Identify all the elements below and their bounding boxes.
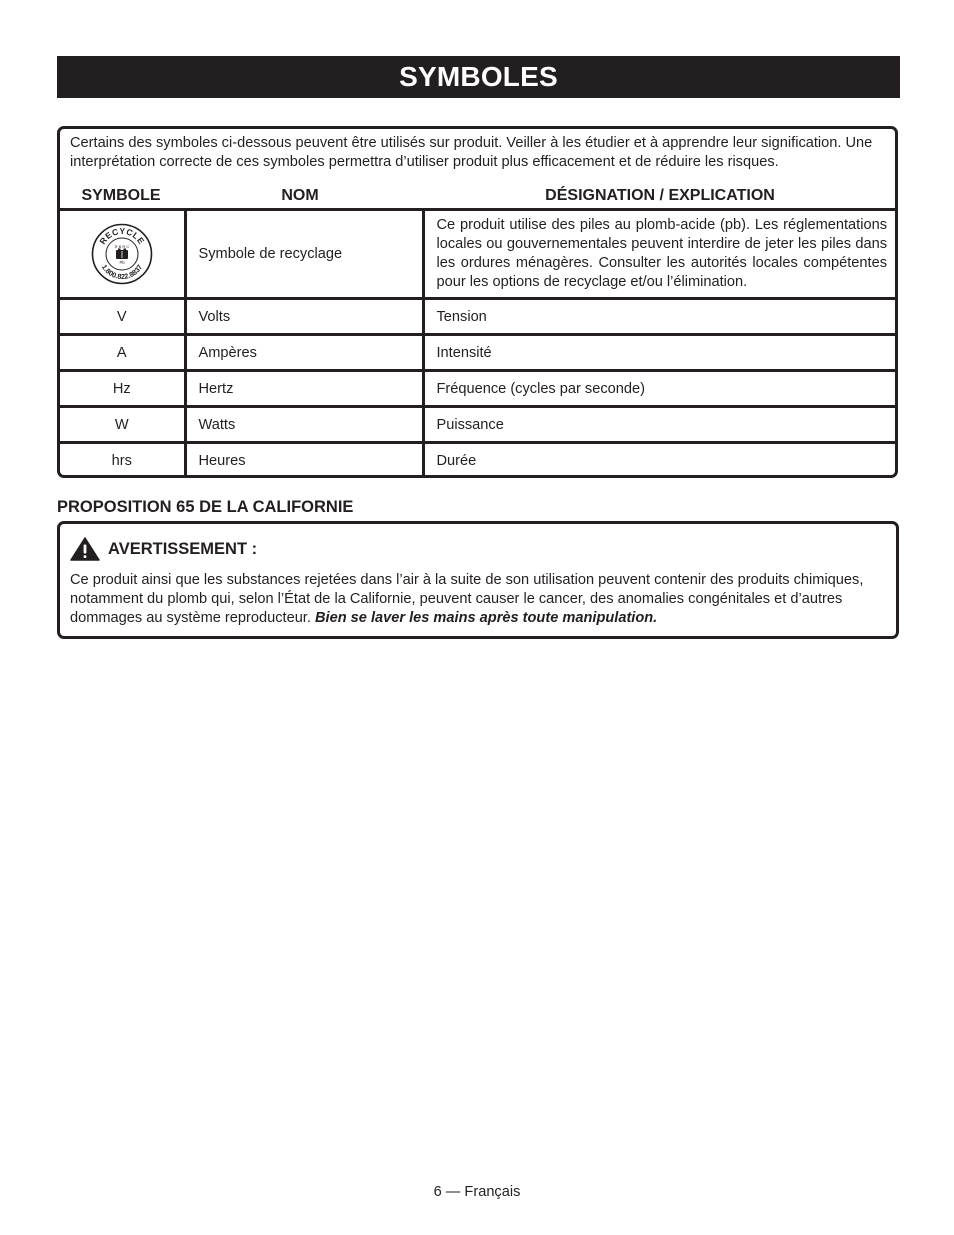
table-row (60, 371, 898, 407)
recycle-seal-icon (91, 223, 153, 285)
seal-bottom-text: 1.800.822.8837 (99, 262, 144, 282)
table-row (60, 299, 898, 335)
page-title: SYMBOLES (57, 56, 900, 98)
cell-description: Tension (423, 299, 898, 335)
table-column-headers (60, 186, 895, 206)
cell-symbole: W (60, 407, 185, 443)
cell-nom: Volts (185, 299, 423, 335)
header-nom: NOM (281, 187, 319, 204)
seal-top-text: RECYCLE (97, 225, 147, 247)
header-designation: DÉSIGNATION / EXPLICATION (545, 187, 775, 204)
cell-nom: Symbole de recyclage (185, 210, 423, 299)
warning-title: AVERTISSEMENT : (108, 539, 258, 558)
warning-body: Ce produit ainsi que les substances rejetées dans l’air à la suite de son utilisation peuvent contenir des produits chimiques, notamment du plomb qui, selon l’État de la Californie, peuvent causer le cancer, des anomalies congénitales et d’autres dommages au système reproducteur. (70, 572, 864, 626)
page-footer: 6 — Français (433, 1184, 521, 1200)
warning-triangle-icon (70, 537, 100, 561)
table-row (60, 210, 898, 299)
header-symbole: SYMBOLE (81, 187, 161, 204)
cell-description: Puissance (423, 407, 898, 443)
cell-symbole: Hz (60, 371, 185, 407)
proposition-65-heading: PROPOSITION 65 DE LA CALIFORNIE (57, 498, 354, 516)
cell-description (423, 210, 898, 299)
seal-chem-text: Pb (119, 260, 125, 265)
cell-description: Durée (423, 443, 898, 479)
warning-text (70, 571, 892, 628)
cell-description: Intensité (423, 335, 898, 371)
cell-description: Fréquence (cycles par seconde) (423, 371, 898, 407)
symbols-table (60, 208, 898, 478)
cell-symbole: A (60, 335, 185, 371)
cell-nom: Hertz (185, 371, 423, 407)
warning-header (70, 537, 257, 561)
symbols-panel (57, 126, 898, 478)
cell-nom: Heures (185, 443, 423, 479)
recycle-description: Ce produit utilise des piles au plomb-acide (pb). Les réglementations locales ou gouvernementales peuvent interdire de jeter les piles dans les ordures ménagères. Consulter les autorités locales compétentes pour les options de recyclage et/ou l’élimination. (436, 217, 887, 290)
cell-symbole: V (60, 299, 185, 335)
warning-panel (57, 521, 899, 639)
cell-symbole: hrs (60, 443, 185, 479)
cell-nom: Ampères (185, 335, 423, 371)
table-row (60, 335, 898, 371)
cell-symbole (60, 210, 185, 299)
table-row (60, 443, 898, 479)
cell-nom: Watts (185, 407, 423, 443)
warning-emphasis: Bien se laver les mains après toute manipulation. (314, 610, 658, 626)
table-row (60, 407, 898, 443)
symbols-intro: Certains des symboles ci-dessous peuvent être utilisés sur produit. Veiller à les étudier et à apprendre leur signification. Une interprétation correcte de ces symboles permettra d’utiliser produit plus efficacement et de réduire les risques. (70, 135, 873, 170)
seal-mid-text: R B R C (114, 244, 130, 249)
